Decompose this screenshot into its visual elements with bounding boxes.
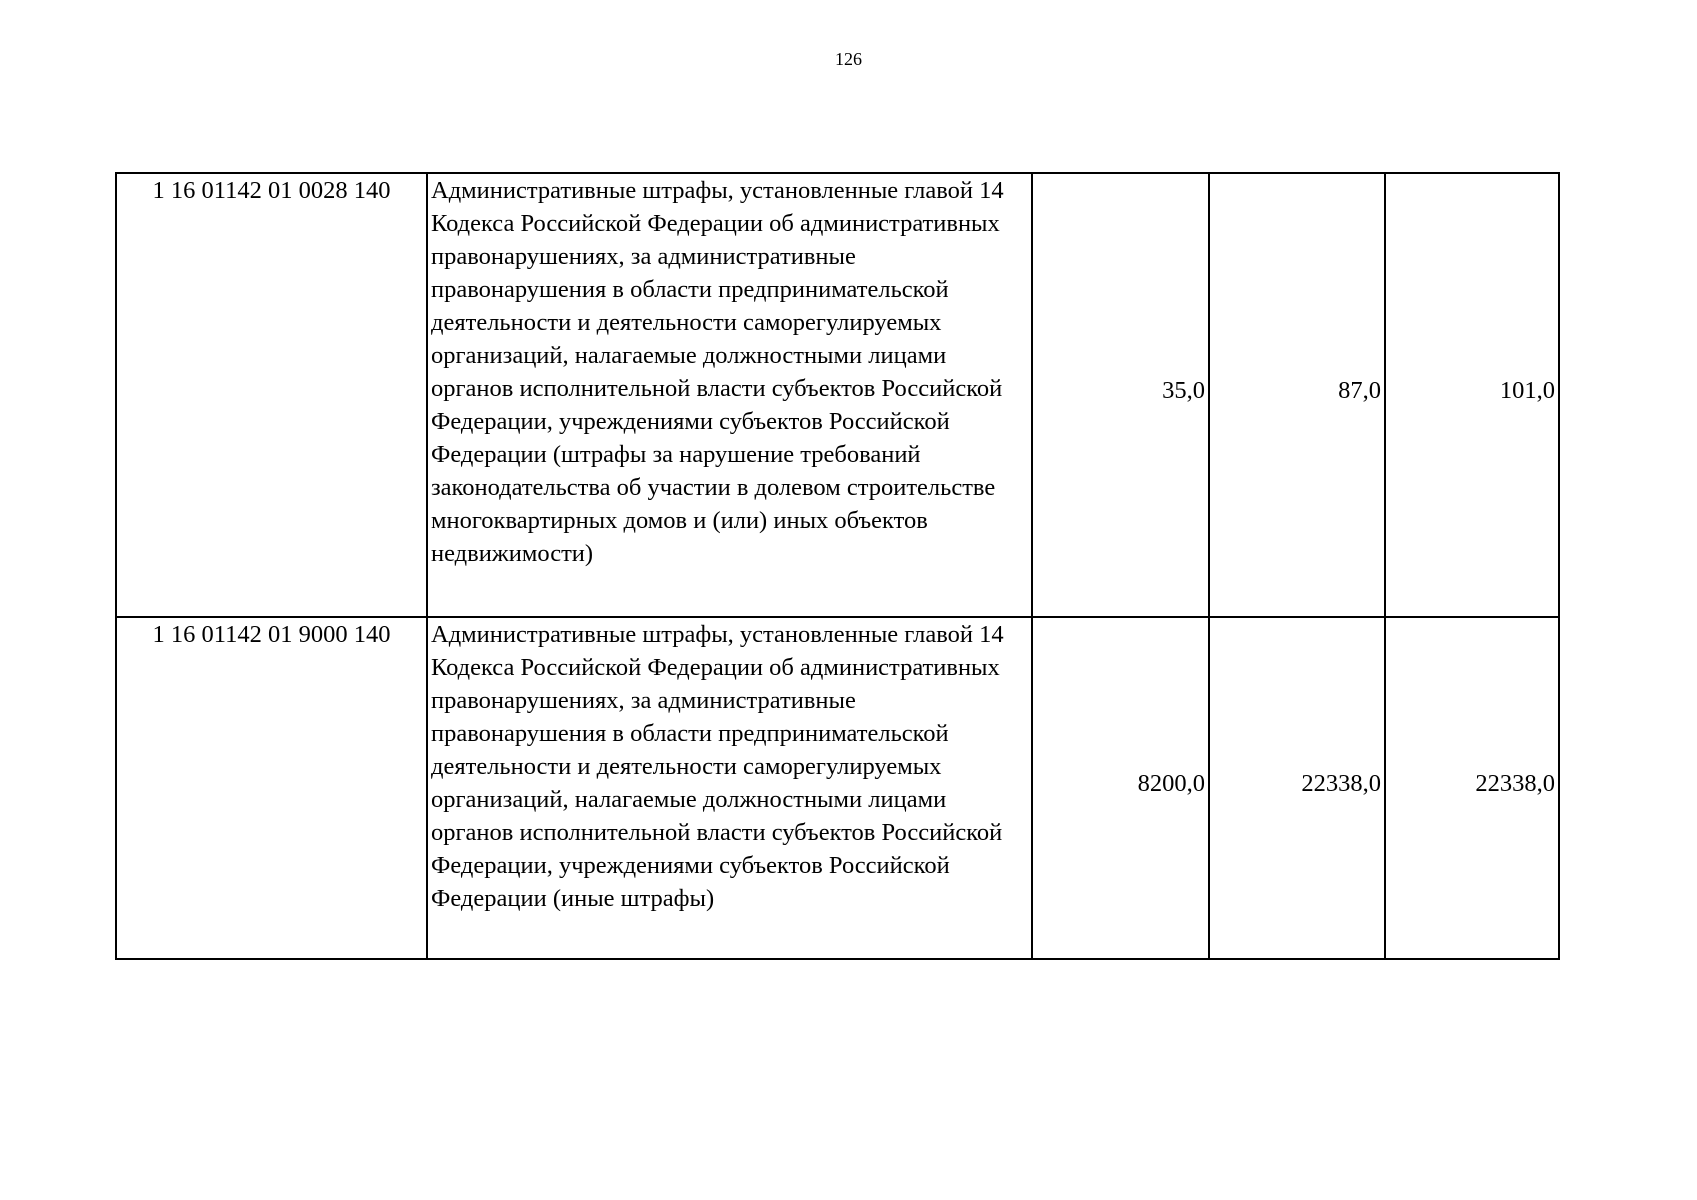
value-cell-year-3: 101,0 — [1385, 173, 1559, 617]
value-cell-year-2: 22338,0 — [1209, 617, 1385, 959]
page-number: 126 — [835, 49, 862, 69]
value-cell-year-2: 87,0 — [1209, 173, 1385, 617]
budget-code-cell: 1 16 01142 01 9000 140 — [116, 617, 427, 959]
value-cell-year-3: 22338,0 — [1385, 617, 1559, 959]
budget-table — [115, 172, 1560, 960]
value-cell-year-1: 35,0 — [1032, 173, 1209, 617]
table-row — [116, 173, 1559, 617]
description-cell: Административные штрафы, установленные главой 14 Кодекса Российской Федерации об административных правонарушениях, за административные правонарушения в области предпринимательской деятельности и деятельности саморегулируемых организаций, налагаемые должностными лицами органов исполнительной власти субъектов Российской Федерации, учреждениями субъектов Российской Федерации (иные штрафы) — [427, 617, 1032, 959]
value-cell-year-1: 8200,0 — [1032, 617, 1209, 959]
table-row — [116, 617, 1559, 959]
budget-code-cell: 1 16 01142 01 0028 140 — [116, 173, 427, 617]
description-cell: Административные штрафы, установленные главой 14 Кодекса Российской Федерации об административных правонарушениях, за административные правонарушения в области предпринимательской деятельности и деятельности саморегулируемых организаций, налагаемые должностными лицами органов исполнительной власти субъектов Российской Федерации, учреждениями субъектов Российской Федерации (штрафы за нарушение требований законодательства об участии в долевом строительстве многоквартирных домов и (или) иных объектов недвижимости) — [427, 173, 1032, 617]
